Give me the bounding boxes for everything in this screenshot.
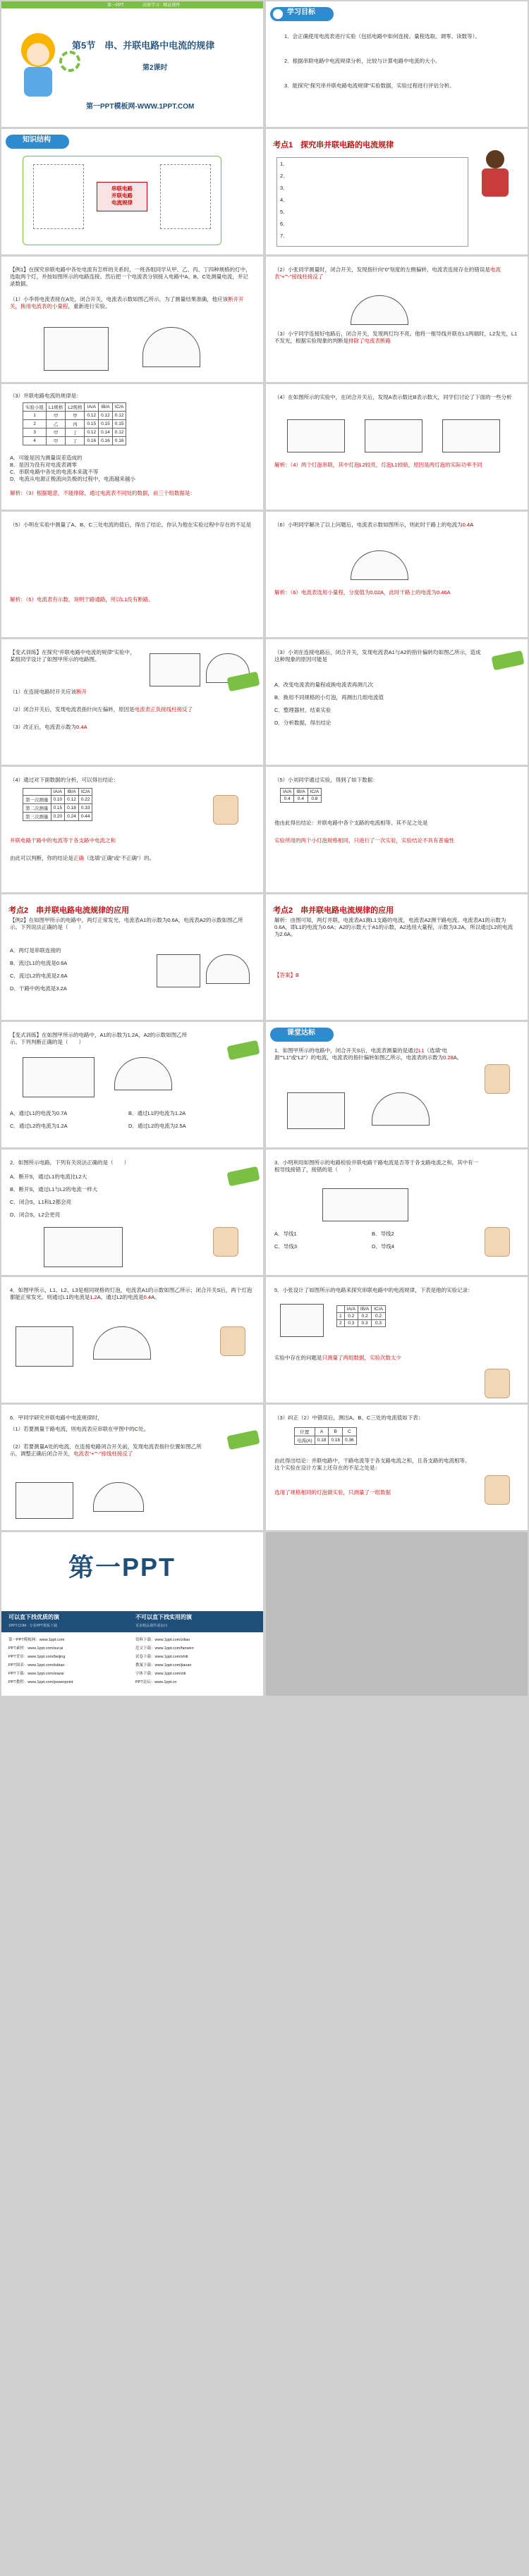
- option-b: B．导线2: [372, 1231, 394, 1237]
- circuit-diagram: [44, 1227, 123, 1267]
- table-row: 第三次测量 0.20 0.24 0.44: [23, 813, 92, 821]
- table-row: 1 甲 甲 0.12 0.12 0.12: [23, 412, 126, 420]
- question-1: （1）小李将电流表接在A处，闭合开关，电流表示数如图乙所示，为了测量结果准确，他应该断开开关，换用电流表的小量程，重新进行实验。: [10, 296, 244, 309]
- slide-test-point-2-solution: [266, 894, 528, 1020]
- ad-link[interactable]: PPT论坛：www.1ppt.cn: [135, 1680, 177, 1684]
- answer-1: C: [134, 1426, 139, 1432]
- question-5: （5）小明在实验中测量了A、B、C三处电流的值后，得出了结论。你认为他在实验过程中存在的不足是: [10, 522, 252, 528]
- data-table: [336, 1305, 386, 1327]
- answer-2: 电流表正负接线柱接反了: [134, 706, 193, 713]
- ad-link[interactable]: 第一PPT模板网：www.1ppt.com: [8, 1638, 65, 1642]
- teacher-illustration: [478, 150, 511, 199]
- answer-text: 选用了规格相同的灯泡做实验，只测量了一组数据: [274, 1489, 391, 1496]
- student-illustration: [485, 1227, 510, 1257]
- question-text: 6．甲同学研究并联电路中电流规律时，: [10, 1415, 103, 1421]
- slide-example-1b: [266, 257, 528, 382]
- table-header-row: IA/A IB/A IC/A: [281, 789, 322, 796]
- answer-1: 1.2: [90, 1294, 97, 1300]
- question-1: （1）若要测量干路电流，则电流表应串联在甲图中的C处。: [10, 1426, 150, 1432]
- slide-class-practice-5: [266, 1277, 528, 1403]
- answer-2: 电流表“+”“-”接线柱接反了: [274, 266, 501, 280]
- ad-link[interactable]: PPT素材：www.1ppt.com/sucai: [8, 1646, 63, 1651]
- example-text: 【例2】在如图甲所示的电路中，两灯正常发光，电流表A1的示数为0.6A，电流表A2的示数如图乙所示。下列说法正确的是（ ）: [10, 917, 243, 930]
- mind-map-center: 串联电路 并联电路 电流规律: [97, 182, 147, 211]
- table-header-row: IA/A IB/A IC/A: [23, 789, 92, 796]
- question-text: 1．如图甲所示的电路中，闭合开关S后，电流表测量的是通过L1（选填“电源”“L1”或“L2”）的电流，电流表的指针偏转如图乙所示，电流表的示数为0.28A。: [274, 1047, 463, 1061]
- student-illustration: [485, 1475, 510, 1505]
- circuit-diagram: [16, 1326, 73, 1367]
- ad-link[interactable]: 试卷下载：www.1ppt.com/shiti: [135, 1655, 188, 1659]
- ad-link[interactable]: 教案下载：www.1ppt.com/jiaoan: [135, 1663, 192, 1668]
- example-text: 【例1】在探究串联电路中各处电流有怎样的关系时，一班各组同学从甲、乙、丙、丁四种规格的灯中，选取两个灯，并按如图所示的电路连接。然后把一个电流表分别接入电路中A、B、C处测量电流，并记录数据。: [10, 266, 251, 287]
- question-1: （1）在连接电路时开关应该断开: [10, 689, 87, 695]
- procedure-box: [276, 157, 468, 247]
- table-row: 第二次测量 0.15 0.18 0.33: [23, 804, 92, 813]
- ad-small-2: 更多精品课件请访问: [135, 1624, 168, 1628]
- mind-map-branch-left: [33, 164, 84, 229]
- ad-link[interactable]: PPT背景：www.1ppt.com/beijing: [8, 1655, 66, 1659]
- cover-footer: 第一PPT模板网-WWW.1PPT.COM: [86, 103, 195, 111]
- question-3: （3）小宇同学连接好电路后，闭合开关，发现两灯均不亮。他将一根导线并联在L1两端时，L2发光，L1不发光，根据实验现象的判断是排除了电流表断路: [274, 331, 518, 344]
- ad-link[interactable]: PPT图表：www.1ppt.com/tubiao: [8, 1663, 65, 1668]
- ammeter-dial: [93, 1482, 144, 1512]
- answer-3: 0.4A: [76, 724, 87, 730]
- slide-cover: [1, 1, 263, 127]
- slide-class-practice-6b: [266, 1405, 528, 1530]
- slide-subtitle: 第2课时: [142, 64, 168, 72]
- variant-text: 【变式训练】在如图甲所示的电路中，A1的示数为1.2A，A2的示数如图乙所示。下列判断正确的是（ ）: [10, 1032, 188, 1045]
- option-d: D．通过L2的电流为2.5A: [128, 1123, 186, 1129]
- table-row: 3 甲 丁 0.12 0.14 0.12: [23, 429, 126, 437]
- option-a: A．通过L1的电流为0.7A: [10, 1110, 68, 1116]
- student-illustration: [485, 1064, 510, 1094]
- option-d: D．分析数据，得出结论: [274, 720, 332, 726]
- slide-data-analysis: [1, 767, 263, 892]
- circuit-diagram-2: [365, 419, 422, 452]
- question-text: 他由此得出结论：并联电路中各个支路的电流相等。其不足之处是: [274, 820, 428, 826]
- procedure-step-5: 5．: [280, 209, 288, 215]
- ad-link[interactable]: PPT下载：www.1ppt.com/xiazai: [8, 1672, 64, 1676]
- option-c: C．导线3: [274, 1243, 298, 1250]
- solution-text: 解析：（5）电流表有示数，说明干路通路，所以L1没有断路。: [10, 596, 154, 603]
- table-row: 电流(A) 0.18 0.18 0.36: [295, 1436, 357, 1445]
- student-illustration: [213, 1227, 238, 1257]
- solution-text: 解析：（3）根据题意，不能排除，通过电流表不同处的数据，前三个组数据是：: [10, 490, 195, 496]
- question-2: （2）闭合开关后，发现电流表指针向左偏转，原因是电流表正负接线柱接反了: [10, 706, 193, 713]
- option-b: B．流过L1的电流是0.6A: [10, 960, 68, 966]
- ad-link[interactable]: 字体下载：www.1ppt.com/ziti: [135, 1672, 186, 1676]
- slide-example-1e: [266, 512, 528, 637]
- option-c: C．通过L2的电流为1.2A: [10, 1123, 68, 1129]
- ammeter-dial: [206, 954, 250, 984]
- ad-small-1: 1PPT.COM · 专业PPT模板下载: [8, 1624, 58, 1628]
- solution-text: 解析：（6）电流表选用小量程，分度值为0.02A，此时干路上的电流为0.46A: [274, 589, 451, 596]
- question-text: （3）纠正（2）中错误后，测出A、B、C三处的电流值如下表：: [274, 1415, 424, 1421]
- slide-variant-3: [1, 1022, 263, 1147]
- solution-text: 解析：（4）两个灯泡串联，其中灯泡L2较亮，灯泡L1较暗，原因是两灯泡的实际功率不同: [274, 462, 482, 468]
- answer-2: 0.28: [443, 1054, 454, 1061]
- ammeter-dial: [114, 1057, 172, 1090]
- student-illustration: [220, 1326, 245, 1356]
- answer-2: 0.4: [143, 1294, 152, 1300]
- option-c: C．闭合S，L1和L2都会亮: [10, 1199, 72, 1205]
- slide-variant-2: [266, 639, 528, 765]
- option-c: C．串联电路中各处的电流本来就不等: [10, 469, 99, 475]
- goal-item-3: 3．能探究“探究串并联电路电流规律”实验数据，实验过程进行评估分析。: [284, 82, 455, 89]
- table-header-row: 位置 A B C: [295, 1428, 357, 1436]
- ammeter-dial: [372, 1092, 430, 1126]
- data-table: [23, 402, 126, 445]
- slide-example-1c: [266, 384, 528, 510]
- slide-class-practice-1: [266, 1022, 528, 1147]
- slide-class-practice-2: [1, 1150, 263, 1275]
- slide-knowledge-structure: [1, 129, 263, 254]
- table-row: 1 0.2 0.2 0.2: [337, 1313, 386, 1320]
- table-row: 2 0.3 0.3 0.3: [337, 1320, 386, 1327]
- slide-example-1a: [1, 257, 263, 382]
- table-header-row: 实验小组 L1规格 L2规格 IA/A IB/A IC/A: [23, 403, 126, 412]
- slide-test-point-2: [1, 894, 263, 1020]
- think-ribbon: [226, 1040, 260, 1061]
- ammeter-dial: [351, 550, 408, 580]
- option-a: A．可能是因为测量误差造成的: [10, 455, 83, 461]
- slide-title: 第5节 串、并联电路中电流的规律: [72, 40, 215, 51]
- practice-header: 课堂达标: [287, 1029, 315, 1037]
- option-c: C．流过L2的电流是2.6A: [10, 973, 68, 979]
- circuit-diagram: [16, 1482, 73, 1519]
- top-label-right: 高效学习 · 精品课件: [142, 4, 181, 8]
- answer-text: 实验所用的两个小灯泡规格相同，只进行了一次实验，实验结论不具有普遍性: [274, 837, 454, 844]
- slide-class-practice-4: [1, 1277, 263, 1403]
- slide-test-point-1: [266, 129, 528, 254]
- procedure-step-4: 4．: [280, 197, 288, 203]
- question-text: 4．如图甲所示，L1、L2、L3是相同规格的灯泡，电流表A1的示数如图乙所示；闭合开关S后，两个灯泡都能正常发光。则通过L1的电流是1.2A，通过L2的电流是0.4A。: [10, 1287, 253, 1300]
- circuit-diagram-3: [442, 419, 500, 452]
- option-b: B．是因为没有对电流表调零: [10, 462, 78, 468]
- slide-data-table: [1, 384, 263, 510]
- answer-6: 0.4: [462, 522, 470, 528]
- option-b: B．断开S，通过L1与L2的电流一样大: [10, 1186, 98, 1193]
- think-ribbon: [226, 1430, 260, 1450]
- evaluation-intro: （5）小刘同学通过实验，得到了如下数据：: [274, 777, 378, 783]
- table-row: 4 甲 丁 0.16 0.16 0.16: [23, 437, 126, 445]
- question-2: （2）小张同学测量时，闭合开关，发现指针向“0”刻度的左侧偏转，电流表连接存在的错误是电流表“+”“-”接线柱接反了: [274, 266, 501, 280]
- answer-2: 电流表“+”“-”接线柱接反了: [73, 1450, 133, 1457]
- circuit-diagram-1: [287, 419, 345, 452]
- ad-tagline-1: 可以直下找优质的演: [8, 1614, 59, 1620]
- circuit-diagram: [287, 1092, 345, 1129]
- analysis-intro: （4）通过对下面数据的分析，可以得出结论：: [10, 777, 119, 783]
- procedure-step-1: 1．: [280, 161, 288, 167]
- option-b: B．通过L1的电流为1.2A: [128, 1110, 186, 1116]
- circuit-diagram: [322, 1188, 408, 1221]
- goal-item-2: 2．根据串联电路中电流规律分析，比较与计算电路中电流的大小。: [284, 58, 441, 64]
- ad-link[interactable]: 范文下载：www.1ppt.com/fanwen: [135, 1646, 194, 1651]
- ammeter-dial: [351, 295, 408, 325]
- conclusion-text: 并联电路干路中的电流等于各支路中电流之和: [10, 837, 116, 844]
- ad-link[interactable]: 资料下载：www.1ppt.com/ziliao: [135, 1638, 190, 1642]
- option-c: C．整理器材，结束实验: [274, 707, 332, 713]
- table-row: 第一次测量 0.10 0.12 0.22: [23, 796, 92, 804]
- question-sub: 由此得出结论：并联电路中，干路电流等于各支路电流之和，且各支路的电流相等。这个实验在设计方案上还存在的不足之处是：: [274, 1458, 470, 1471]
- solution-text: 解析：由图可知，两灯并联，电流表A1测L1支路的电流，电流表A2测干路电流。电流表A1的示数为0.6A，即L1的电流为0.6A；A2的示数大于A1的示数，A2选用大量程，示数为3.2A，所以通过L2的电流为2.6A。: [274, 917, 513, 937]
- think-ribbon: [226, 1166, 260, 1187]
- goals-header: 学习目标: [287, 8, 315, 16]
- option-a: A．两灯是串联连接的: [10, 947, 61, 954]
- table-row: 2 乙 丙 0.15 0.15 0.15: [23, 420, 126, 429]
- data-table: [280, 788, 322, 803]
- option-a: A．断开S，通过L1的电流比L2大: [10, 1173, 87, 1180]
- question-text: 2．如图所示电路，下列有关说法正确的是（ ）: [10, 1159, 130, 1166]
- ammeter-dial: [93, 1326, 151, 1360]
- option-d: D．导线4: [372, 1243, 395, 1250]
- data-table: [294, 1427, 357, 1445]
- question-text: 5．小张设计了如图所示的电路来探究串联电路中的电流规律，下表是他的实验记录：: [274, 1287, 473, 1293]
- circuit-diagram: [150, 653, 200, 686]
- slide-example-1d: [1, 512, 263, 637]
- slide-class-practice-6: [1, 1405, 263, 1530]
- test-point-header: 考点2 串并联电路电流规律的应用: [8, 906, 130, 915]
- think-ribbon: [491, 651, 524, 671]
- question-text: 由此可以判断，你的结论是正确（选填“正确”或“不正确”）的。: [10, 855, 154, 861]
- table-intro: （3）并联电路电流的规律是：: [10, 393, 82, 399]
- answer-1: L1: [418, 1047, 425, 1054]
- answer-1: 断开开关，换用电流表的小量程: [10, 296, 244, 309]
- question-text: （3）小刘在连接电路后，闭合开关，发现电流表A1与A2的指针偏转均如图乙所示，造成这种现象的原因可能是: [274, 649, 481, 663]
- option-a: A．改变电流表的量程或换电流表再测几次: [274, 682, 374, 688]
- answer-text: 【答案】B: [274, 972, 300, 978]
- top-strip: [1, 1, 263, 8]
- question-4: （4）在如图所示的实验中，在闭合开关后，发现A表示数比B表示数大，同学们讨论了下面的一些分析: [274, 394, 512, 400]
- answer-text: 正确: [73, 855, 84, 861]
- question-text: 3．小明利用如图所示的电路检验并联电路干路电流是否等于各支路电流之和，其中有一根导线接错了，接错的是（ ）: [274, 1159, 479, 1173]
- gear-icon: [59, 51, 80, 72]
- test-point-header: 考点1 探究串并联电路的电流规律: [273, 141, 394, 149]
- test-point-header: 考点2 串并联电路电流规律的应用: [273, 906, 394, 915]
- circuit-diagram: [157, 954, 200, 987]
- structure-header: 知识结构: [23, 136, 51, 144]
- slide-data-evaluation: [266, 767, 528, 892]
- option-a: A．导线1: [274, 1231, 297, 1237]
- answer-text: 只测量了两组数据，实验次数太少: [322, 1355, 401, 1361]
- circuit-diagram: [280, 1304, 324, 1337]
- procedure-step-7: 7．: [280, 233, 288, 239]
- answer-1: 断开: [76, 689, 87, 695]
- ammeter-dial: [142, 327, 200, 367]
- option-d: D．闭合S，L2会更亮: [10, 1212, 61, 1218]
- table-row: 0.4 0.4 0.8: [281, 796, 322, 803]
- question-2: （2）若要测量A处的电流，在连接电路闭合开关前，发现电流表指针位置如图乙所示，调整正确后闭合开关，电流表“+”“-”接线柱接反了: [10, 1443, 202, 1457]
- circuit-diagram: [44, 327, 109, 371]
- data-table: [23, 788, 92, 821]
- procedure-step-3: 3．: [280, 185, 288, 191]
- slide-learning-goals: [266, 1, 528, 127]
- cartoon-girl-illustration: [14, 33, 63, 100]
- option-d: D．电流从电源正极流向负极的过程中，电流越来越小: [10, 476, 135, 482]
- variant-text: 【变式训练】在探究“并联电路中电流的规律”实验中，某组同学设计了如图甲所示的电路图。: [10, 649, 135, 663]
- question-sub: 实验中存在的问题是只测量了两组数据，实验次数太少: [274, 1355, 401, 1361]
- mind-map-branch-right: [160, 164, 211, 229]
- ad-tagline-2: 不可以直下找实用的演: [135, 1614, 192, 1620]
- procedure-step-2: 2．: [280, 173, 288, 179]
- question-6: （6）小明同学解决了以上问题后，电流表示数如图所示，则此时干路上的电流为0.4A: [274, 522, 474, 528]
- student-illustration: [213, 795, 238, 825]
- slide-variant-1: [1, 639, 263, 765]
- question-3: （3）改正后，电流表示数为0.4A: [10, 724, 87, 730]
- goal-item-1: 1．会正确使用电流表进行实验（包括电路中如何连接、量程选取、调零、读数等）。: [284, 33, 480, 39]
- option-d: D．干路中的电流是3.2A: [10, 985, 67, 992]
- header-icon: [273, 9, 283, 19]
- top-label: 第一PPT: [107, 4, 124, 8]
- table-header-row: IA/A IB/A IC/A: [337, 1306, 386, 1313]
- circuit-diagram: [23, 1057, 95, 1097]
- slide-advertisement: [1, 1532, 263, 1696]
- student-illustration: [485, 1369, 510, 1398]
- procedure-step-6: 6．: [280, 221, 288, 227]
- ad-link[interactable]: PPT教程：www.1ppt.com/powerpoint: [8, 1680, 73, 1684]
- option-b: B．换用不同规格的小灯泡，再测出几组电流值: [274, 694, 384, 701]
- ad-logo: 第一PPT: [68, 1553, 176, 1582]
- empty-panel: [266, 1532, 528, 1696]
- slide-class-practice-3: [266, 1150, 528, 1275]
- answer-3: 排除了电流表断路: [348, 338, 391, 344]
